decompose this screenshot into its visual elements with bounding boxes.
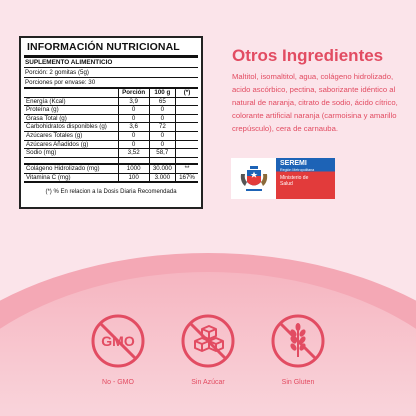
coat-of-arms-icon	[231, 158, 276, 199]
nutrition-footnote: (*) % En relacion a la Dosis Diaria Recomendada	[45, 189, 177, 196]
badge-label: Sin Azúcar	[191, 379, 225, 386]
row-value	[176, 97, 198, 106]
row-value: 30.000	[149, 164, 175, 173]
row-value: 65	[149, 97, 175, 106]
row-label: Sodio (mg)	[24, 149, 118, 158]
row-value: **	[176, 164, 198, 173]
no-gluten-icon	[270, 313, 326, 369]
table-row	[24, 123, 198, 132]
no-sugar-icon	[180, 313, 236, 369]
nutrition-table-header	[24, 89, 198, 97]
ingredients-text: Maltitol, isomaltitol, agua, colágeno hidrolizado, acido ascórbico, pectina, saborizante idéntico al natural de naranja, citrato de sodio, ácido cítrico, colorante artificial naranja (carmoisina y amarillo crepúsculo), cera de carnauba.	[232, 72, 398, 133]
table-row	[24, 131, 198, 140]
row-value: 3,9	[118, 97, 149, 106]
table-row	[24, 149, 198, 158]
seremi-ministry	[280, 175, 331, 187]
row-value: 0	[149, 140, 175, 149]
row-label: Carbohidratos disponibles (g)	[24, 123, 118, 132]
row-label: Grasa Total (g)	[24, 114, 118, 123]
header-cell	[24, 89, 118, 97]
badge-no-sugar	[178, 313, 238, 386]
row-label: Vitamina C (mg)	[24, 173, 118, 182]
row-value: 167%	[176, 173, 198, 182]
row-label: Azúcares Totales (g)	[24, 131, 118, 140]
ingredients-title: Otros Ingredientes	[232, 46, 384, 65]
row-value: 0	[118, 114, 149, 123]
row-value: 0	[149, 131, 175, 140]
row-value: 1000	[118, 164, 149, 173]
row-label: Azúcares Añadidos (g)	[24, 140, 118, 149]
table-row	[24, 106, 198, 115]
nutrition-panel	[19, 36, 203, 209]
portion-size: Porción: 2 gomitas (5g)	[24, 68, 198, 78]
table-row	[24, 97, 198, 106]
row-label: Energía (Kcal)	[24, 97, 118, 106]
nutrition-title: INFORMACIÓN NUTRICIONAL	[24, 40, 198, 58]
nutrition-table	[24, 89, 198, 183]
row-value: 3.000	[149, 173, 175, 182]
row-value: 0	[149, 114, 175, 123]
row-label: Proteína (g)	[24, 106, 118, 115]
row-value	[176, 106, 198, 115]
nutrition-subtitle: SUPLEMENTO ALIMENTICIO	[24, 58, 198, 68]
row-value	[176, 123, 198, 132]
row-value: 3,52	[118, 149, 149, 158]
row-value	[176, 114, 198, 123]
no-gmo-icon	[90, 313, 146, 369]
seremi-text-block	[276, 158, 335, 199]
seremi-name: SEREMI	[280, 160, 307, 167]
row-label: Colágeno Hidrolizado (mg)	[24, 164, 118, 173]
ministry-line-1: Ministerio de	[280, 175, 309, 181]
row-value: 0	[118, 106, 149, 115]
table-row	[24, 173, 198, 182]
badge-no-gmo	[88, 313, 148, 386]
badge-label: Sin Gluten	[281, 379, 315, 386]
header-cell: (*)	[176, 89, 198, 97]
badge-label: No - GMO	[102, 379, 134, 386]
gmo-text: GMO	[101, 333, 135, 349]
table-spacer	[24, 157, 198, 164]
row-value	[176, 149, 198, 158]
portions-per-container: Porciones por envase: 30	[24, 78, 198, 89]
row-value: 3,6	[118, 123, 149, 132]
row-value: 72	[149, 123, 175, 132]
badge-no-gluten	[268, 313, 328, 386]
row-value	[176, 140, 198, 149]
row-value: 0	[149, 106, 175, 115]
table-row	[24, 114, 198, 123]
row-value: 100	[118, 173, 149, 182]
table-row	[24, 164, 198, 173]
header-cell: Porción	[118, 89, 149, 97]
row-value	[176, 131, 198, 140]
row-value: 0	[118, 131, 149, 140]
header-cell: 100 g	[149, 89, 175, 97]
row-value: 58,7	[149, 149, 175, 158]
ministry-line-2: Salud	[280, 181, 293, 187]
table-row	[24, 140, 198, 149]
seremi-logo	[231, 158, 335, 199]
seremi-region: Región Metropolitana	[280, 168, 315, 172]
row-value: 0	[118, 140, 149, 149]
